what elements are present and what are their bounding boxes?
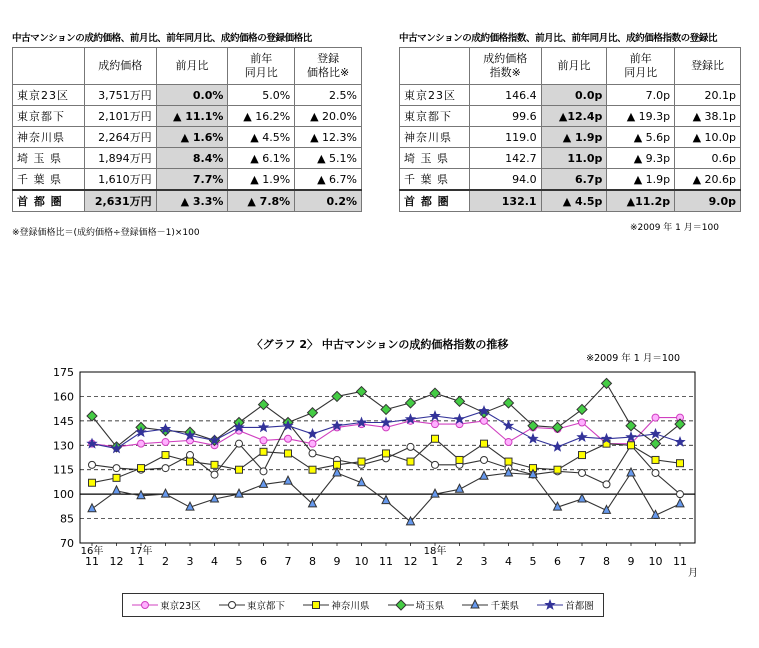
data-point-0 — [579, 419, 586, 426]
data-point-1 — [89, 461, 96, 468]
x-tick-label: 1 — [137, 555, 145, 568]
table-cell: 1,610万円 — [84, 169, 156, 191]
legend-marker — [396, 600, 406, 610]
data-point-0 — [138, 440, 145, 447]
table-cell: 94.0 — [469, 169, 541, 191]
table-cell: 首 都 圏 — [400, 190, 470, 212]
table2-title: 中古マンションの成約価格指数、前月比、前年同月比、成約価格指数の登録比 — [399, 33, 718, 44]
data-point-3 — [87, 411, 97, 421]
table-cell: ▲ 38.1p — [675, 106, 741, 127]
data-point-5 — [577, 432, 587, 441]
legend-swatch — [219, 599, 245, 611]
data-point-2 — [260, 448, 267, 455]
data-point-5 — [675, 437, 685, 446]
legend-item — [303, 598, 369, 612]
x-tick-label: 6 — [260, 555, 267, 568]
data-point-4 — [676, 499, 684, 507]
data-point-1 — [211, 471, 218, 478]
table-cell: 千 葉 県 — [13, 169, 85, 191]
legend-label: 東京都下 — [247, 601, 286, 612]
table-cell: ▲ 4.5p — [541, 190, 607, 212]
table-cell: 首 都 圏 — [13, 190, 85, 212]
table-cell: 142.7 — [469, 148, 541, 169]
table-cell: 東京23区 — [13, 85, 85, 106]
data-point-2 — [162, 452, 169, 459]
table-cell: 8.4% — [156, 148, 228, 169]
table-cell: ▲ 1.9p — [541, 127, 607, 148]
data-point-4 — [333, 468, 341, 476]
data-point-0 — [652, 414, 659, 421]
table-header-cell: 前年 同月比 — [228, 48, 295, 85]
table-cell: 0.2% — [295, 190, 362, 212]
chart-legend — [122, 593, 604, 617]
table1-title: 中古マンションの成約価格、前月比、前年同月比、成約価格の登録価格比 — [12, 33, 312, 44]
x-tick-label: 11 — [85, 555, 99, 568]
data-point-1 — [579, 469, 586, 476]
table-cell: 0.6p — [675, 148, 741, 169]
y-tick-label: 145 — [53, 414, 74, 428]
table-cell: ▲ 12.3% — [295, 127, 362, 148]
legend-marker — [313, 602, 320, 609]
x-tick-label: 9 — [333, 555, 341, 568]
table-cell: 2,101万円 — [84, 106, 156, 127]
table-header-cell: 前月比 — [541, 48, 607, 85]
data-point-2 — [113, 474, 120, 481]
data-point-1 — [162, 465, 169, 472]
table-cell: ▲12.4p — [541, 106, 607, 127]
data-point-2 — [383, 450, 390, 457]
table-cell: 2,264万円 — [84, 127, 156, 148]
data-point-3 — [626, 421, 636, 431]
table-cell: 7.7% — [156, 169, 228, 191]
table-cell: 9.0p — [675, 190, 741, 212]
data-point-5 — [528, 434, 538, 443]
legend-item — [219, 598, 285, 612]
data-point-2 — [407, 458, 414, 465]
x-tick-label: 11 — [673, 555, 687, 568]
x-tick-label: 8 — [309, 555, 316, 568]
data-point-5 — [651, 429, 661, 438]
table-cell: 神奈川県 — [13, 127, 85, 148]
legend-marker — [471, 600, 479, 608]
data-point-2 — [187, 458, 194, 465]
legend-label: 神奈川県 — [331, 601, 370, 612]
x-tick-label: 5 — [235, 555, 243, 568]
data-point-2 — [236, 466, 243, 473]
x-tick-label: 10 — [648, 555, 663, 568]
legend-swatch — [462, 599, 488, 611]
table-cell: 神奈川県 — [400, 127, 470, 148]
data-point-1 — [260, 468, 267, 475]
data-point-5 — [308, 429, 318, 438]
table-cell: ▲ 20.6p — [675, 169, 741, 191]
x-tick-label: 7 — [578, 555, 586, 568]
chart-title: 〈グラフ 2〉 中古マンションの成約価格指数の推移 — [251, 338, 509, 351]
data-point-2 — [677, 460, 684, 467]
table-cell: 東京都下 — [13, 106, 85, 127]
legend-swatch — [132, 599, 158, 611]
x-tick-label: 8 — [603, 555, 610, 568]
x-tick-label: 2 — [456, 555, 463, 568]
data-point-4 — [260, 479, 268, 487]
legend-swatch — [537, 599, 563, 611]
data-point-3 — [455, 396, 465, 406]
data-point-2 — [505, 458, 512, 465]
table-cell: 6.7p — [541, 169, 607, 191]
x-tick-label: 5 — [529, 555, 537, 568]
data-point-3 — [381, 404, 391, 414]
table-cell: ▲ 1.6% — [156, 127, 228, 148]
table-cell: 2.5% — [295, 85, 362, 106]
x-tick-label: 3 — [480, 555, 488, 568]
data-point-3 — [357, 387, 367, 397]
table-header-cell: 前月比 — [156, 48, 228, 85]
data-point-2 — [481, 440, 488, 447]
y-tick-label: 160 — [53, 390, 74, 404]
table-cell: 7.0p — [607, 85, 675, 106]
data-point-2 — [309, 466, 316, 473]
data-point-3 — [406, 398, 416, 408]
data-point-1 — [187, 452, 194, 459]
table-cell: 132.1 — [469, 190, 541, 212]
x-tick-label: 6 — [554, 555, 561, 568]
data-point-4 — [627, 468, 635, 476]
data-point-2 — [211, 461, 218, 468]
y-tick-label: 175 — [53, 366, 74, 379]
table-cell: ▲ 4.5% — [228, 127, 295, 148]
data-point-4 — [382, 496, 390, 504]
y-tick-label: 70 — [60, 537, 74, 550]
data-point-5 — [259, 422, 269, 431]
table-cell: ▲ 6.1% — [228, 148, 295, 169]
data-point-5 — [504, 421, 514, 430]
data-point-4 — [480, 471, 488, 479]
table-cell: 1,894万円 — [84, 148, 156, 169]
table2-note: ※2009 年 1 月＝100 — [630, 223, 719, 233]
table-cell: ▲ 1.9p — [607, 169, 675, 191]
data-point-2 — [285, 450, 292, 457]
data-point-4 — [284, 476, 292, 484]
x-tick-label: 4 — [505, 555, 512, 568]
data-point-2 — [579, 452, 586, 459]
table-cell: 11.0p — [541, 148, 607, 169]
data-point-4 — [113, 486, 121, 494]
table-cell: ▲ 3.3% — [156, 190, 228, 212]
legend-item — [132, 598, 201, 612]
data-point-4 — [162, 489, 170, 497]
table-cell: ▲ 5.6p — [607, 127, 675, 148]
table-header-cell: 登録 価格比※ — [295, 48, 362, 85]
data-point-1 — [603, 481, 610, 488]
x-tick-label: 10 — [354, 555, 369, 568]
table-cell: 千 葉 県 — [400, 169, 470, 191]
year-label: 18年 — [423, 546, 447, 557]
table-cell: ▲ 6.7% — [295, 169, 362, 191]
data-point-1 — [113, 465, 120, 472]
table-cell: ▲ 1.9% — [228, 169, 295, 191]
data-point-1 — [432, 461, 439, 468]
table-header-cell: 前年 同月比 — [607, 48, 675, 85]
x-tick-label: 12 — [109, 555, 124, 568]
legend-label: 千葉県 — [490, 601, 519, 612]
x-tick-label: 2 — [162, 555, 169, 568]
table-cell: 東京23区 — [400, 85, 470, 106]
data-point-1 — [481, 456, 488, 463]
x-tick-label: 1 — [431, 555, 439, 568]
data-point-3 — [308, 408, 318, 418]
y-tick-label: 85 — [60, 512, 74, 526]
data-point-3 — [651, 439, 661, 449]
chart-annotation: ※2009 年 1 月＝100 — [586, 353, 680, 364]
year-label: 17年 — [129, 546, 153, 557]
x-unit-label: 月 — [688, 568, 698, 579]
table-header-cell: 登録比 — [675, 48, 741, 85]
legend-swatch — [303, 599, 329, 611]
data-point-2 — [89, 479, 96, 486]
data-point-2 — [628, 442, 635, 449]
data-point-5 — [430, 411, 440, 420]
table-cell: 埼 玉 県 — [13, 148, 85, 169]
table-cell: ▲ 16.2% — [228, 106, 295, 127]
data-point-0 — [505, 439, 512, 446]
table-cell: ▲ 10.0p — [675, 127, 741, 148]
table-cell: ▲11.2p — [607, 190, 675, 212]
data-point-2 — [358, 458, 365, 465]
legend-label: 東京23区 — [160, 601, 201, 612]
legend-marker — [142, 602, 149, 609]
table-cell: 3,751万円 — [84, 85, 156, 106]
data-point-1 — [677, 491, 684, 498]
x-tick-label: 11 — [379, 555, 393, 568]
table-header-cell: 成約価格 指数※ — [469, 48, 541, 85]
data-point-3 — [259, 400, 269, 410]
table-cell: 0.0% — [156, 85, 228, 106]
table-cell: ▲ 20.0% — [295, 106, 362, 127]
data-point-2 — [138, 465, 145, 472]
data-point-3 — [332, 391, 342, 401]
table-cell: 0.0p — [541, 85, 607, 106]
x-tick-label: 12 — [403, 555, 418, 568]
legend-item — [462, 598, 519, 612]
table-cell: 99.6 — [469, 106, 541, 127]
legend-marker — [545, 600, 555, 609]
table1-note: ※登録価格比＝(成約価格÷登録価格－1)×100 — [12, 228, 200, 238]
data-point-2 — [432, 435, 439, 442]
table-cell: 5.0% — [228, 85, 295, 106]
x-tick-label: 7 — [284, 555, 292, 568]
data-point-4 — [88, 504, 96, 512]
table-cell: ▲ 5.1% — [295, 148, 362, 169]
data-point-2 — [456, 456, 463, 463]
x-tick-label: 3 — [186, 555, 194, 568]
data-point-2 — [554, 466, 561, 473]
legend-item — [537, 598, 594, 612]
data-point-2 — [652, 456, 659, 463]
data-point-0 — [162, 439, 169, 446]
table-cell: 146.4 — [469, 85, 541, 106]
y-tick-label: 115 — [53, 463, 74, 477]
table-header-cell: 成約価格 — [84, 48, 156, 85]
data-point-0 — [285, 435, 292, 442]
legend-marker — [229, 602, 236, 609]
table-cell: 20.1p — [675, 85, 741, 106]
table-cell: ▲ 7.8% — [228, 190, 295, 212]
legend-label: 首都圏 — [565, 601, 594, 612]
data-point-1 — [652, 469, 659, 476]
table-cell: 東京都下 — [400, 106, 470, 127]
legend-item — [388, 598, 445, 612]
data-point-1 — [407, 443, 414, 450]
data-point-0 — [432, 421, 439, 428]
y-tick-label: 130 — [53, 439, 74, 453]
table-cell: 119.0 — [469, 127, 541, 148]
table-cell: ▲ 11.1% — [156, 106, 228, 127]
table-cell: 埼 玉 県 — [400, 148, 470, 169]
y-tick-label: 100 — [53, 488, 74, 502]
data-point-1 — [236, 440, 243, 447]
legend-swatch — [388, 599, 414, 611]
table-cell: 2,631万円 — [84, 190, 156, 212]
table-cell: ▲ 9.3p — [607, 148, 675, 169]
x-tick-label: 4 — [211, 555, 218, 568]
data-point-4 — [578, 494, 586, 502]
year-label: 16年 — [80, 546, 104, 557]
data-point-5 — [553, 442, 563, 451]
x-tick-label: 9 — [627, 555, 635, 568]
legend-label: 埼玉県 — [415, 601, 445, 612]
table-cell: ▲ 19.3p — [607, 106, 675, 127]
data-point-0 — [260, 437, 267, 444]
data-point-0 — [309, 440, 316, 447]
data-point-1 — [309, 450, 316, 457]
